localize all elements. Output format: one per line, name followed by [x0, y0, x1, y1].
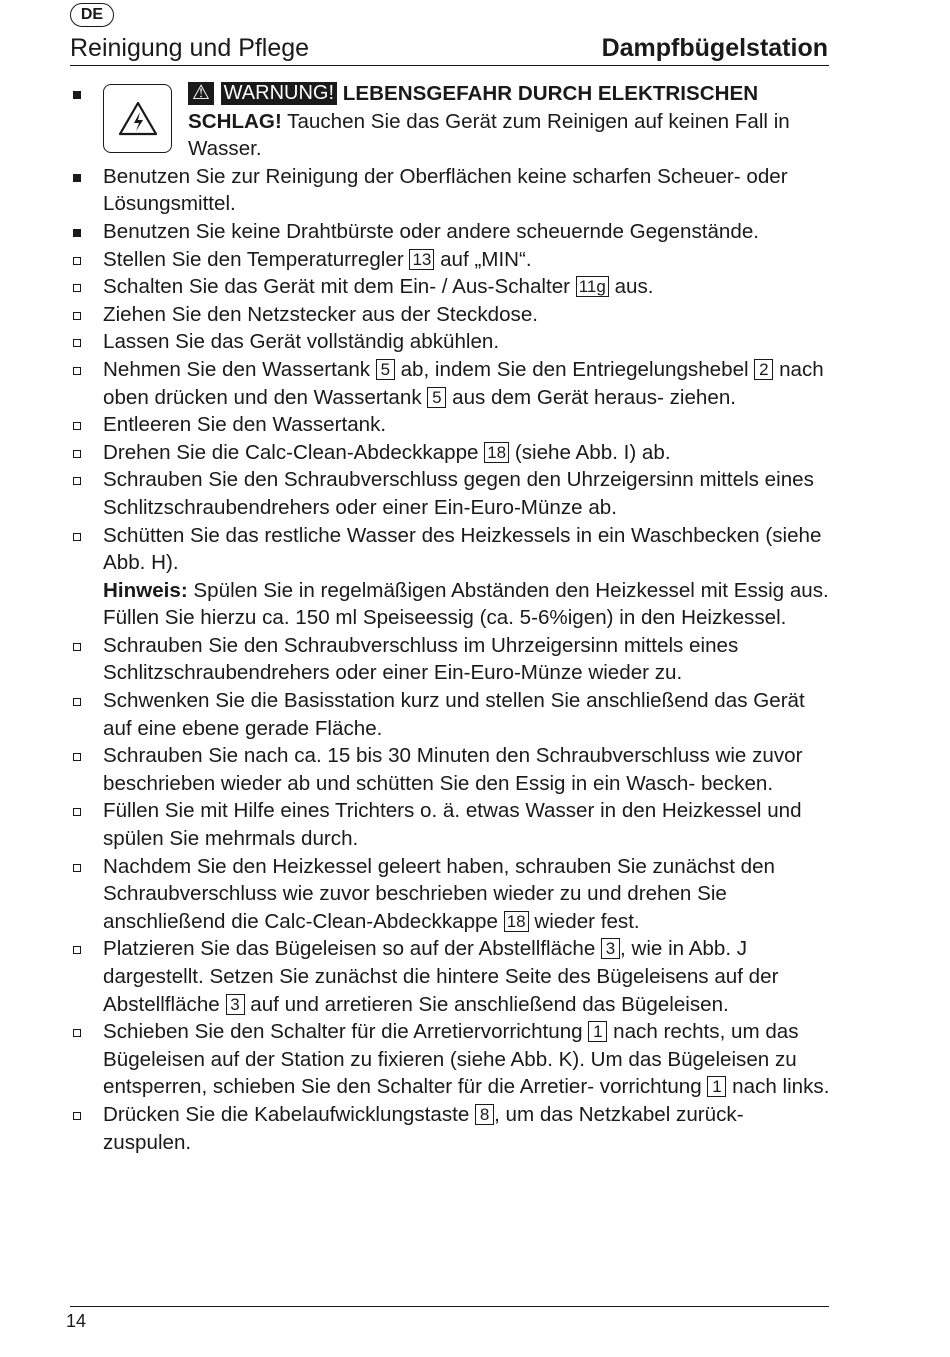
step-text: Schrauben Sie den Schraubverschluss gegen den Uhrzeigersinn mittels eines Schlitzschraubendrehers oder einer Ein-Euro-Münze ab.	[103, 468, 814, 519]
step-text: Platzieren Sie das Bügeleisen so auf der Abstellfläche 3 , wie in Abb. J dargestellt. Setzen Sie zunächst die hintere Seite des Bügeleisens auf der Abstellfläche 3 auf und arretieren Sie anschließend das Bügeleisen.	[103, 937, 779, 1016]
bullet-square	[70, 163, 103, 191]
step-item	[70, 522, 850, 632]
step-item	[70, 853, 850, 936]
step-text: Schieben Sie den Schalter für die Arretiervorrichtung 1 nach rechts, um das Bügeleisen auf der Station zu fixieren (siehe Abb. K). Um das Bügeleisen zu entsperren, schieben Sie den Schalter für die Arretier- vorrichtung 1 nach links.	[103, 1020, 830, 1099]
checkbox-bullet	[70, 632, 103, 660]
step-item	[70, 356, 850, 411]
page-number: 14	[66, 1311, 87, 1331]
step-item	[70, 935, 850, 1018]
checkbox-bullet	[70, 466, 103, 494]
step-item	[70, 466, 850, 521]
step-text: Füllen Sie mit Hilfe eines Trichters o. ä. etwas Wasser in den Heizkessel und spülen Sie mehrmals durch.	[103, 799, 802, 851]
warning-text	[188, 80, 828, 163]
step-item	[70, 742, 850, 797]
part-number: 18	[504, 911, 529, 932]
step-item	[70, 301, 850, 329]
part-number: 13	[409, 249, 434, 270]
step-text: Schwenken Sie die Basisstation kurz und stellen Sie anschließend das Gerät auf eine ebene gerade Fläche.	[103, 689, 805, 740]
step-item	[70, 328, 850, 356]
note-label: Hinweis:	[103, 578, 188, 602]
checkbox-bullet	[70, 742, 103, 770]
warning-headline: LEBENSGEFAHR DURCH ELEKTRISCHEN SCHLAG!	[188, 82, 759, 133]
checkbox-bullet	[70, 935, 103, 963]
warning-body: Tauchen Sie das Gerät zum Reinigen auf keinen Fall in Wasser.	[188, 109, 790, 161]
language-badge: DE	[70, 3, 114, 27]
step-item	[70, 1018, 850, 1101]
checkbox-bullet	[70, 356, 103, 384]
step-text: Lassen Sie das Gerät vollständig abkühlen.	[103, 330, 500, 354]
step-item	[70, 1101, 850, 1156]
step-text: Entleeren Sie den Wassertank.	[103, 413, 387, 437]
checkbox-bullet	[70, 522, 103, 550]
note-text: Spülen Sie in regelmäßigen Abständen den Heizkessel mit Essig aus. Füllen Sie hierzu ca. 150 ml Speiseessig (ca. 5-6%igen) in den Heizkessel.	[103, 578, 829, 630]
part-number: 18	[484, 442, 509, 463]
bullet-square	[70, 80, 103, 108]
header-divider	[70, 65, 829, 66]
checkbox-bullet	[70, 328, 103, 356]
step-item	[70, 273, 850, 301]
checkbox-bullet	[70, 411, 103, 439]
checkbox-bullet	[70, 273, 103, 301]
step-text: Drehen Sie die Calc-Clean-Abdeckkappe 18 (siehe Abb. I) ab.	[103, 440, 671, 464]
part-number: 5	[376, 359, 395, 380]
part-number: 8	[475, 1104, 494, 1125]
checkbox-bullet	[70, 687, 103, 715]
step-text: Schütten Sie das restliche Wasser des Heizkessels in ein Waschbecken (siehe Abb. H). Hinweis: Spülen Sie in regelmäßigen Abständen den Heizkessel mit Essig aus. Füllen Sie hierzu ca. 150 ml Speiseessig (ca. 5-6%igen) in den Heizkessel.	[103, 523, 829, 630]
list-item-text: Benutzen Sie zur Reinigung der Oberflächen keine scharfen Scheuer- oder Lösungsmittel.	[103, 164, 788, 216]
step-item	[70, 246, 850, 274]
checkbox-bullet	[70, 797, 103, 825]
checkbox-bullet	[70, 1101, 103, 1129]
step-text: Schrauben Sie den Schraubverschluss im Uhrzeigersinn mittels eines Schlitzschraubendrehers oder einer Ein-Euro-Münze wieder zu.	[103, 633, 739, 685]
warning-badge: WARNUNG!	[221, 82, 337, 105]
list-item-text: Benutzen Sie keine Drahtbürste oder andere scheuernde Gegenstände.	[103, 219, 760, 243]
step-item	[70, 632, 850, 687]
electric-shock-warning-icon	[103, 84, 172, 153]
part-number: 5	[427, 387, 446, 408]
checkbox-bullet	[70, 853, 103, 881]
list-item	[70, 163, 850, 218]
part-number: 11g	[576, 276, 609, 297]
warning-badge-icon: ⚠	[188, 82, 214, 105]
step-item	[70, 687, 850, 742]
part-number: 2	[754, 359, 773, 380]
product-title: Dampfbügelstation	[601, 34, 828, 62]
step-text: Schrauben Sie nach ca. 15 bis 30 Minuten den Schraubverschluss wie zuvor beschrieben wieder ab und schütten Sie den Essig in ein Wasch- becken.	[103, 744, 803, 795]
list-item	[70, 218, 850, 246]
warning-item	[70, 80, 850, 163]
bullet-square	[70, 218, 103, 246]
part-number: 3	[226, 994, 245, 1015]
step-item	[70, 797, 850, 852]
step-text: Ziehen Sie den Netzstecker aus der Steckdose.	[103, 302, 538, 326]
part-number: 1	[588, 1021, 607, 1042]
checkbox-bullet	[70, 439, 103, 467]
step-text: Schalten Sie das Gerät mit dem Ein- / Aus-Schalter 11g aus.	[103, 275, 654, 299]
step-text: Nachdem Sie den Heizkessel geleert haben, schrauben Sie zunächst den Schraubverschluss wie zuvor beschrieben wieder zu und drehen Sie anschließend die Calc-Clean-Abdeckkappe 18 wieder fest.	[103, 854, 776, 933]
step-text: Drücken Sie die Kabelaufwicklungstaste 8 , um das Netzkabel zurück- zuspulen.	[103, 1102, 744, 1154]
step-item	[70, 439, 850, 467]
checkbox-bullet	[70, 1018, 103, 1046]
part-number: 3	[601, 938, 620, 959]
checkbox-bullet	[70, 246, 103, 274]
step-text: Stellen Sie den Temperaturregler 13 auf „MIN“.	[103, 247, 532, 271]
step-text: Nehmen Sie den Wassertank 5 ab, indem Sie den Entriegelungshebel 2 nach oben drücken und den Wassertank 5 aus dem Gerät heraus- ziehen.	[103, 357, 824, 409]
checkbox-bullet	[70, 301, 103, 329]
footer-divider	[70, 1306, 829, 1307]
instructions-body	[70, 80, 850, 1156]
part-number: 1	[707, 1076, 726, 1097]
section-title: Reinigung und Pflege	[70, 34, 310, 62]
step-item	[70, 411, 850, 439]
